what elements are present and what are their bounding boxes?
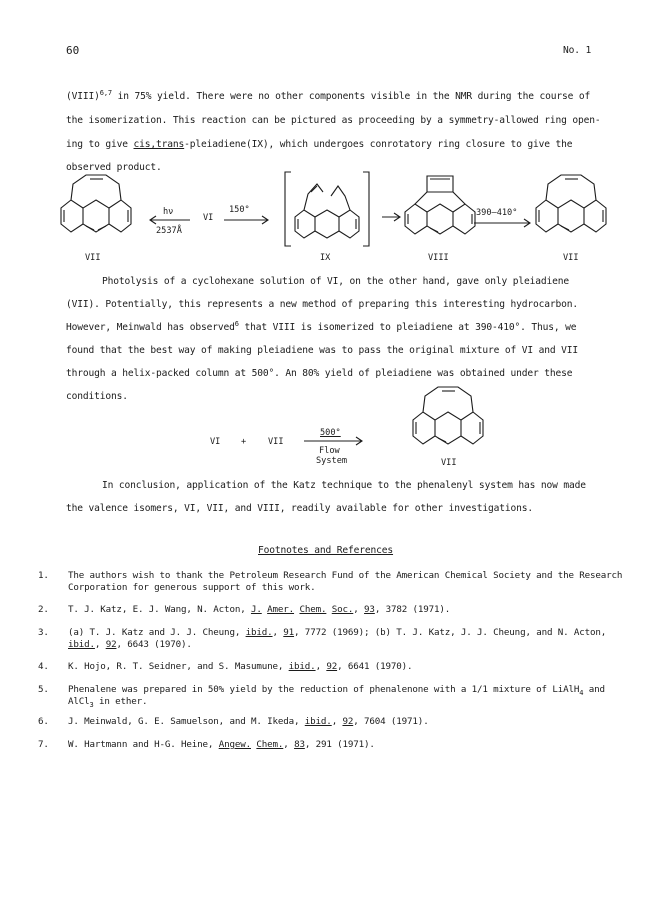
compound-label: VII [441,458,457,468]
compound-label: VI [210,437,221,447]
text-line: Photolysis of a cyclohexane solution of VI, on the other hand, gave only pleiadiene [102,276,569,287]
journal-page: 60 No. 1 (VIII)$^{6,7}$ in 75% yield. There were no other components visible in the NMR during the course of the isomerization. This reaction can be pictured as proceeding by a symmetry-allowed ring open- ing to give cis,trans-pleiadiene(IX), which undergoes conrotatory ring closure to give the observed product. VII hν 2537Å VI 150° IX VIII 390–410° VII Photolysis of a cyclohexane solution of VI, on the other hand, gave only pleiadiene (VII). Potentially, this represents a new method of preparing this interesting hydrocarbon. However, Meinwald has observed$^6$ that VIII is isomerized to pleiadiene at 390-410°. Thus, we found that the best way of making pleiadiene was to pass the original mixture of VI and VII through a helix-packed column at 500°. An 80% yield of pleiadiene was obtained under these conditions. VI + VII 500° Flow System VII In conclusion, application of the Katz technique to the phenalenyl system has now made the valence isomers, VI, VII, and VIII, readily available for other investigations. Footnotes and References 1. The authors wish to thank the Petroleum Research Fund of the American Chemical Society and the Research Corporation for generous support of this work. 2. T. J. Katz, E. J. Wang, N. Acton, J. Amer. Chem. Soc., 93, 3782 (1971). 3. (a) T. J. Katz and J. J. Cheung, ibid., 91, 7772 (1969); (b) T. J. Katz, J. J. Cheung, and N. Acton, ibid., 92, 6643 (1970). 4. K. Hojo, R. T. Seidner, and S. Masumune, ibid., 92, 6641 (1970). 5. Phenalene was prepared in 50% yield by the reduction of phenalenone with a 1/1 mixture of LiAlH$_4$ and AlCl$_3$ in ether. 6. J. Meinwald, G. E. Samuelson, and M. Ikeda, ibid., 92, 7604 (1971). 7. W. Hartmann and H-G. Heine, Angew. Chem., 83, 291 (1971). [38,44,623,750]
text-line: the isomerization. This reaction can be pictured as proceeding by a symmetry-allowed ring open- [66,115,601,126]
condition-label: Flow [319,446,340,456]
text-line: (VIII)$^{6,7}$ in 75% yield. There were no other components visible in the NMR during the course of [66,88,591,102]
pleiadiene-structure [408,384,488,464]
wavelength-label: 2537Å [156,226,182,236]
text-line: the valence isomers, VI, VII, and VIII, readily available for other investigations. [66,503,533,514]
pleiadiene-structure [56,172,136,252]
page-number: 60 [66,44,80,57]
issue-number: No. 1 [563,45,592,56]
compound-label: IX [320,253,331,263]
text-line: ing to give cis,trans-pleiadiene(IX), which undergoes conrotatory ring closure to give the [66,139,573,150]
footnotes-heading: Footnotes and References [258,545,394,556]
hv-label: hν [163,207,174,217]
text-line: found that the best way of making pleiadiene was to pass the original mixture of VI and VII [66,345,578,356]
compound-label: VII [563,253,579,263]
plus-sign: + [241,437,247,447]
pleiadiene-structure [531,172,611,252]
text-line: However, Meinwald has observed$^6$ that VIII is isomerized to pleiadiene at 390-410°. Thus, we [66,319,577,333]
compound-label: VIII [428,253,449,263]
text-line: In conclusion, application of the Katz technique to the phenalenyl system has now made [102,480,586,491]
arrow-left-icon [148,216,193,226]
arrow-right-icon [472,219,534,229]
compound-label: VII [85,253,101,263]
cyclobutene-fused-structure [400,168,480,250]
temperature-label: 150° [229,205,250,215]
cis-trans-pleiadiene-structure [283,170,371,248]
compound-label: VI [203,213,214,223]
text-line: conditions. [66,391,128,402]
text-line: through a helix-packed column at 500°. An 80% yield of pleiadiene was obtained under these [66,368,573,379]
compound-label: VII [268,437,284,447]
arrow-right-icon [222,216,272,226]
text-line: (VII). Potentially, this represents a new method of preparing this interesting hydrocarbon. [66,299,578,310]
condition-label: System [316,456,348,466]
temperature-label: 390–410° [476,208,518,218]
text-line: observed product. [66,162,162,173]
temperature-label: 500° [320,428,341,438]
